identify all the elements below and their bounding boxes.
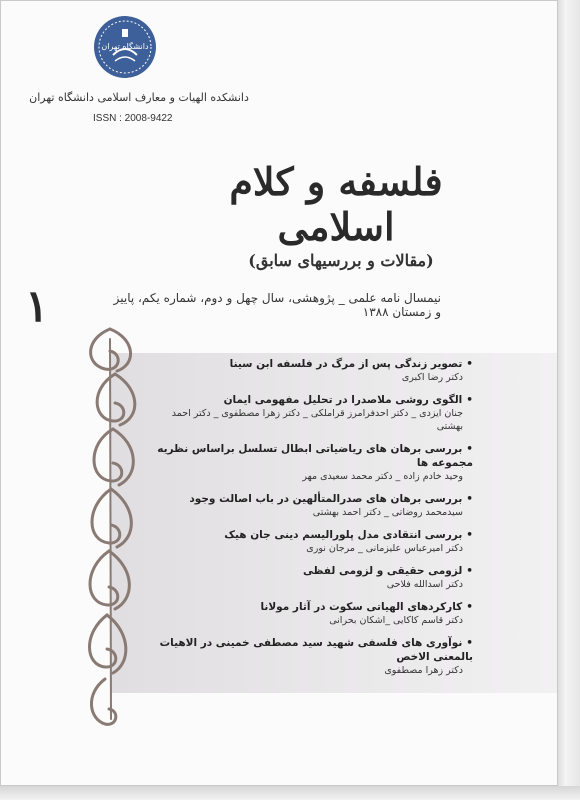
toc-item (151, 357, 473, 384)
article-title: • نوآوری های فلسفی شهید سید مصطفی خمینی در الاهیات بالمعنی الاخص (151, 636, 473, 664)
article-authors: دکتر زهرا مصطفوی (384, 665, 463, 676)
book-side-edge (556, 0, 580, 800)
article-title: • لزومی حقیقی و لزومی لفظی (151, 564, 473, 578)
toc-item (151, 442, 473, 483)
article-title: • الگوی روشی ملاصدرا در تحلیل مفهومی ایمان (151, 393, 473, 407)
toc-item (151, 492, 473, 519)
article-title: • تصویر زندگی پس از مرگ در فلسفه ابن سینا (151, 357, 473, 371)
article-authors: دکتر اسدالله فلاحی (386, 579, 463, 590)
article-title: • بررسی برهان های ریاضیاتی ابطال تسلسل براساس نظریه مجموعه ها (151, 442, 473, 470)
issue-number: ۱ (25, 281, 49, 332)
toc-item (151, 528, 473, 555)
book-bottom-edge (0, 786, 580, 800)
article-authors: دکتر قاسم کاکایی _اشکان بحرانی (329, 615, 463, 626)
article-title: • بررسی انتقادی مدل پلورالیسم دینی جان هیک (151, 528, 473, 542)
article-title: • بررسی برهان های صدرالمتألهین در باب اصالت وجود (151, 492, 473, 506)
university-seal-icon (93, 15, 157, 79)
journal-subtitle: (مقالات و بررسیهای سابق) (248, 251, 434, 270)
toc-item (151, 636, 473, 677)
issue-info: نیمسال نامه علمی _ پژوهشی، سال چهل و دوم، شماره یکم، پاییز و زمستان ۱۳۸۸ (113, 291, 441, 319)
article-authors: دکتر امیرعباس علیزمانی _ مرجان نوری (306, 543, 463, 554)
toc-item (151, 600, 473, 627)
article-authors: جنان ایزدی _ دکتر احدفرامرز قراملکی _ دکتر زهرا مصطفوی _ دکتر احمد بهشتی (171, 408, 463, 432)
logo-text: دانشگاه تهران (101, 42, 149, 51)
publisher-name: دانشکده الهیات و معارف اسلامی دانشگاه تهران (29, 91, 249, 104)
article-authors: وحید خادم زاده _ دکتر محمد سعیدی مهر (302, 471, 463, 482)
floral-ornament-icon (65, 319, 155, 739)
table-of-contents (151, 357, 473, 686)
issn: ISSN : 2008-9422 (93, 113, 173, 124)
article-authors: دکتر رضا اکبری (401, 372, 463, 383)
article-title: • کارکردهای الهیاتی سکوت در آثار مولانا (151, 600, 473, 614)
toc-item (151, 564, 473, 591)
toc-item (151, 393, 473, 433)
journal-title: فلسفه و کلام اسلامی (229, 159, 443, 249)
article-authors: سیدمحمد روضاتی _ دکتر احمد بهشتی (312, 507, 463, 518)
